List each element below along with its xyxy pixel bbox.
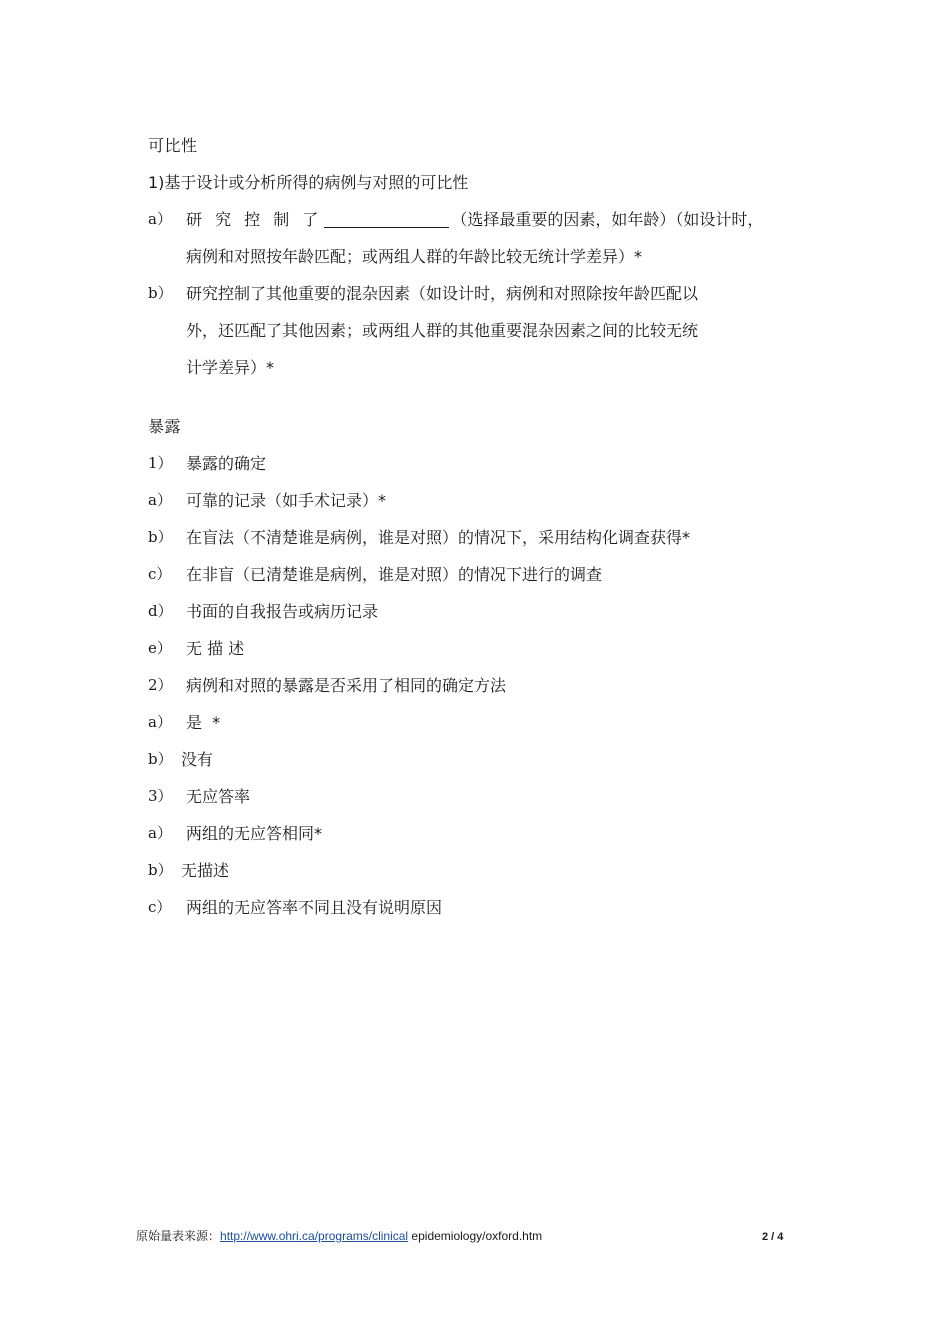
item-marker: 2） — [148, 676, 173, 694]
option-b-line-3: 计学差异）* — [186, 358, 275, 377]
section-heading-exposure: 暴露 — [148, 417, 182, 436]
list-item — [148, 519, 808, 556]
item-text: 可靠的记录（如手术记录）* — [186, 491, 387, 510]
item-text: 病例和对照的暴露是否采用了相同的确定方法 — [186, 676, 507, 695]
section-heading-comparability: 可比性 — [148, 136, 198, 155]
item-marker: a） — [148, 824, 172, 842]
option-text-continued: （选择最重要的因素，如年龄）（如设计时， — [451, 210, 764, 229]
page-footer — [136, 1227, 796, 1244]
list-item — [148, 630, 808, 667]
list-item — [148, 593, 808, 630]
item-text: 无描述 — [181, 861, 230, 880]
item-marker: b） — [148, 750, 173, 768]
option-text: 研 究 控 制 了 — [186, 210, 323, 229]
item-text: 暴露的确定 — [186, 454, 267, 473]
item-text: 在非盲（已清楚谁是病例，谁是对照）的情况下进行的调查 — [186, 565, 603, 584]
source-label: 原始量表来源： — [136, 1229, 221, 1243]
item-marker: 1） — [148, 454, 173, 472]
item-marker: b） — [148, 528, 173, 546]
item-text: 无应答率 — [186, 787, 251, 806]
item-marker: d） — [148, 602, 173, 620]
source-link[interactable]: http://www.ohri.ca/programs/clinical — [220, 1229, 409, 1243]
option-b-other-confounders — [148, 275, 808, 312]
option-a-age-controlled — [148, 201, 808, 238]
list-item — [148, 445, 808, 482]
list-item — [148, 852, 808, 889]
question-1-comparability: 1)基于设计或分析所得的病例与对照的可比性 — [148, 173, 469, 192]
item-marker: a） — [148, 713, 172, 731]
fill-in-blank — [324, 207, 449, 228]
item-marker: b） — [148, 861, 173, 879]
list-item — [148, 778, 808, 815]
option-b-line-2: 外，还匹配了其他因素；或两组人群的其他重要混杂因素之间的比较无统 — [186, 321, 699, 340]
list-item — [148, 556, 808, 593]
item-text: 是 * — [186, 713, 221, 732]
item-text: 两组的无应答率不同且没有说明原因 — [186, 898, 443, 917]
item-text: 两组的无应答相同* — [186, 824, 323, 843]
list-item — [148, 704, 808, 741]
list-item — [148, 482, 808, 519]
page-number: 2 / 4 — [762, 1231, 784, 1243]
list-item — [148, 741, 808, 778]
item-marker: 3） — [148, 787, 173, 805]
item-text: 书面的自我报告或病历记录 — [186, 602, 379, 621]
item-marker: e） — [148, 639, 172, 657]
item-marker: c） — [148, 898, 172, 916]
item-text: 没有 — [181, 750, 214, 769]
list-item — [148, 815, 808, 852]
document-body — [148, 127, 808, 926]
list-item — [148, 889, 808, 926]
item-marker: c） — [148, 565, 172, 583]
item-text: 在盲法（不清楚谁是病例，谁是对照）的情况下，采用结构化调查获得* — [186, 528, 691, 547]
option-a-line-2: 病例和对照按年龄匹配；或两组人群的年龄比较无统计学差异）* — [186, 247, 643, 266]
option-marker: b） — [148, 284, 173, 302]
source-link-suffix: epidemiology/oxford.htm — [408, 1229, 543, 1243]
item-marker: a） — [148, 491, 172, 509]
option-marker: a） — [148, 210, 172, 228]
option-text: 研究控制了其他重要的混杂因素（如设计时，病例和对照除按年龄匹配以 — [186, 284, 699, 303]
item-text: 无 描 述 — [186, 639, 245, 658]
list-item — [148, 667, 808, 704]
